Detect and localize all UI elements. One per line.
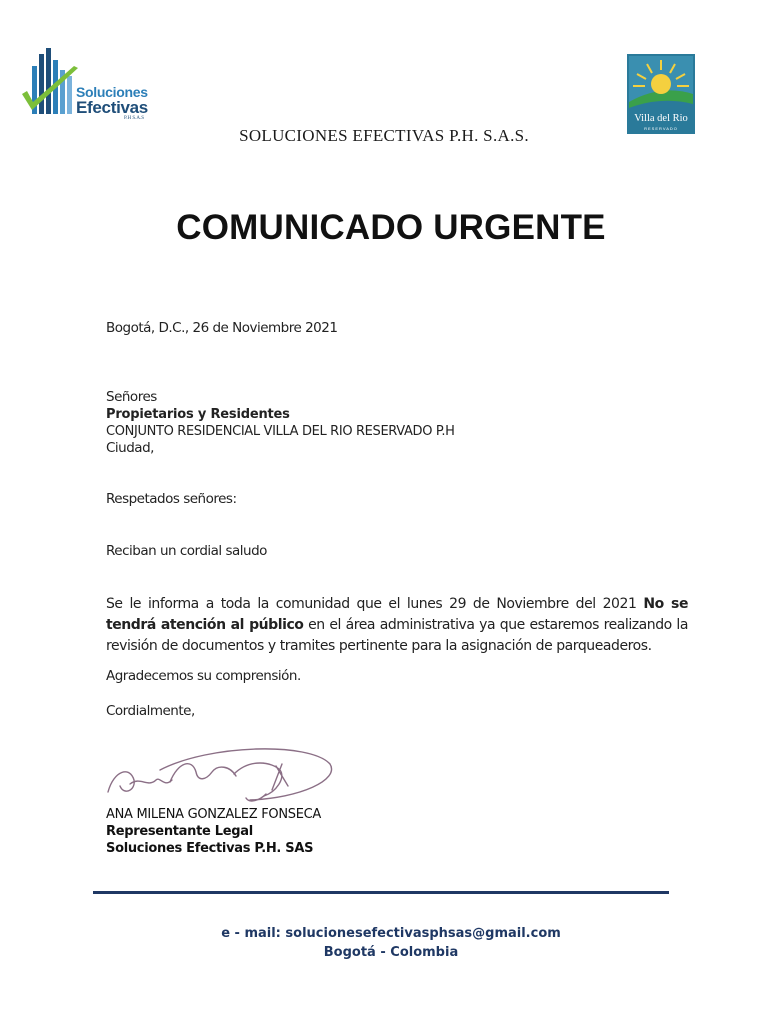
date-line: Bogotá, D.C., 26 de Noviembre 2021 [106,320,338,336]
handwritten-signature [100,740,340,810]
logo-text-phsas: P.H S.A.S [124,116,145,121]
logo-text-reservado: RESERVADO [644,126,678,131]
thanks-line: Agradecemos su comprensión. [106,668,301,684]
logo-text-villa-del-rio: Villa del Rio [634,113,688,124]
recipient-line2: CONJUNTO RESIDENCIAL VILLA DEL RIO RESERVADO P.H [106,424,455,439]
buildings-check-icon [20,46,80,126]
signer-role: Representante Legal [106,824,253,839]
footer-location: Bogotá - Colombia [323,945,459,960]
recipient-salutation: Señores [106,389,157,405]
signer-company: Soluciones Efectivas P.H. SAS [106,841,314,856]
recipient-line1: Propietarios y Residentes [106,407,290,422]
signer-block [106,806,321,857]
greeting: Respetados señores: [106,491,237,507]
footer-email: e - mail: solucionesefectivasphsas@gmail.com [221,926,561,941]
soluciones-efectivas-logo [20,46,160,126]
intro-line: Reciban un cordial saludo [106,543,267,559]
recipient-block [106,389,455,457]
body-text-part1: Se le informa a toda la comunidad que el lunes 29 de Noviembre del 2021 [106,596,644,612]
logo-text-soluciones: Soluciones [76,84,148,100]
body-text-bold: No se tendrá atención al público [106,596,688,633]
body-text-part2: en el área administrativa ya que estaremos realizando la revisión de documentos y tramites pertinente para la asignación de parqueaderos. [106,617,688,654]
logo-text-efectivas: Efectivas [76,98,148,117]
document-title: COMUNICADO URGENTE [176,208,606,247]
footer-divider [93,891,669,894]
company-name: SOLUCIONES EFECTIVAS P.H. S.A.S. [239,126,529,145]
villa-del-rio-logo [627,54,695,134]
recipient-line3: Ciudad, [106,440,154,456]
body-paragraph [106,594,688,657]
signer-name: ANA MILENA GONZALEZ FONSECA [106,807,321,822]
closing-line: Cordialmente, [106,703,195,719]
